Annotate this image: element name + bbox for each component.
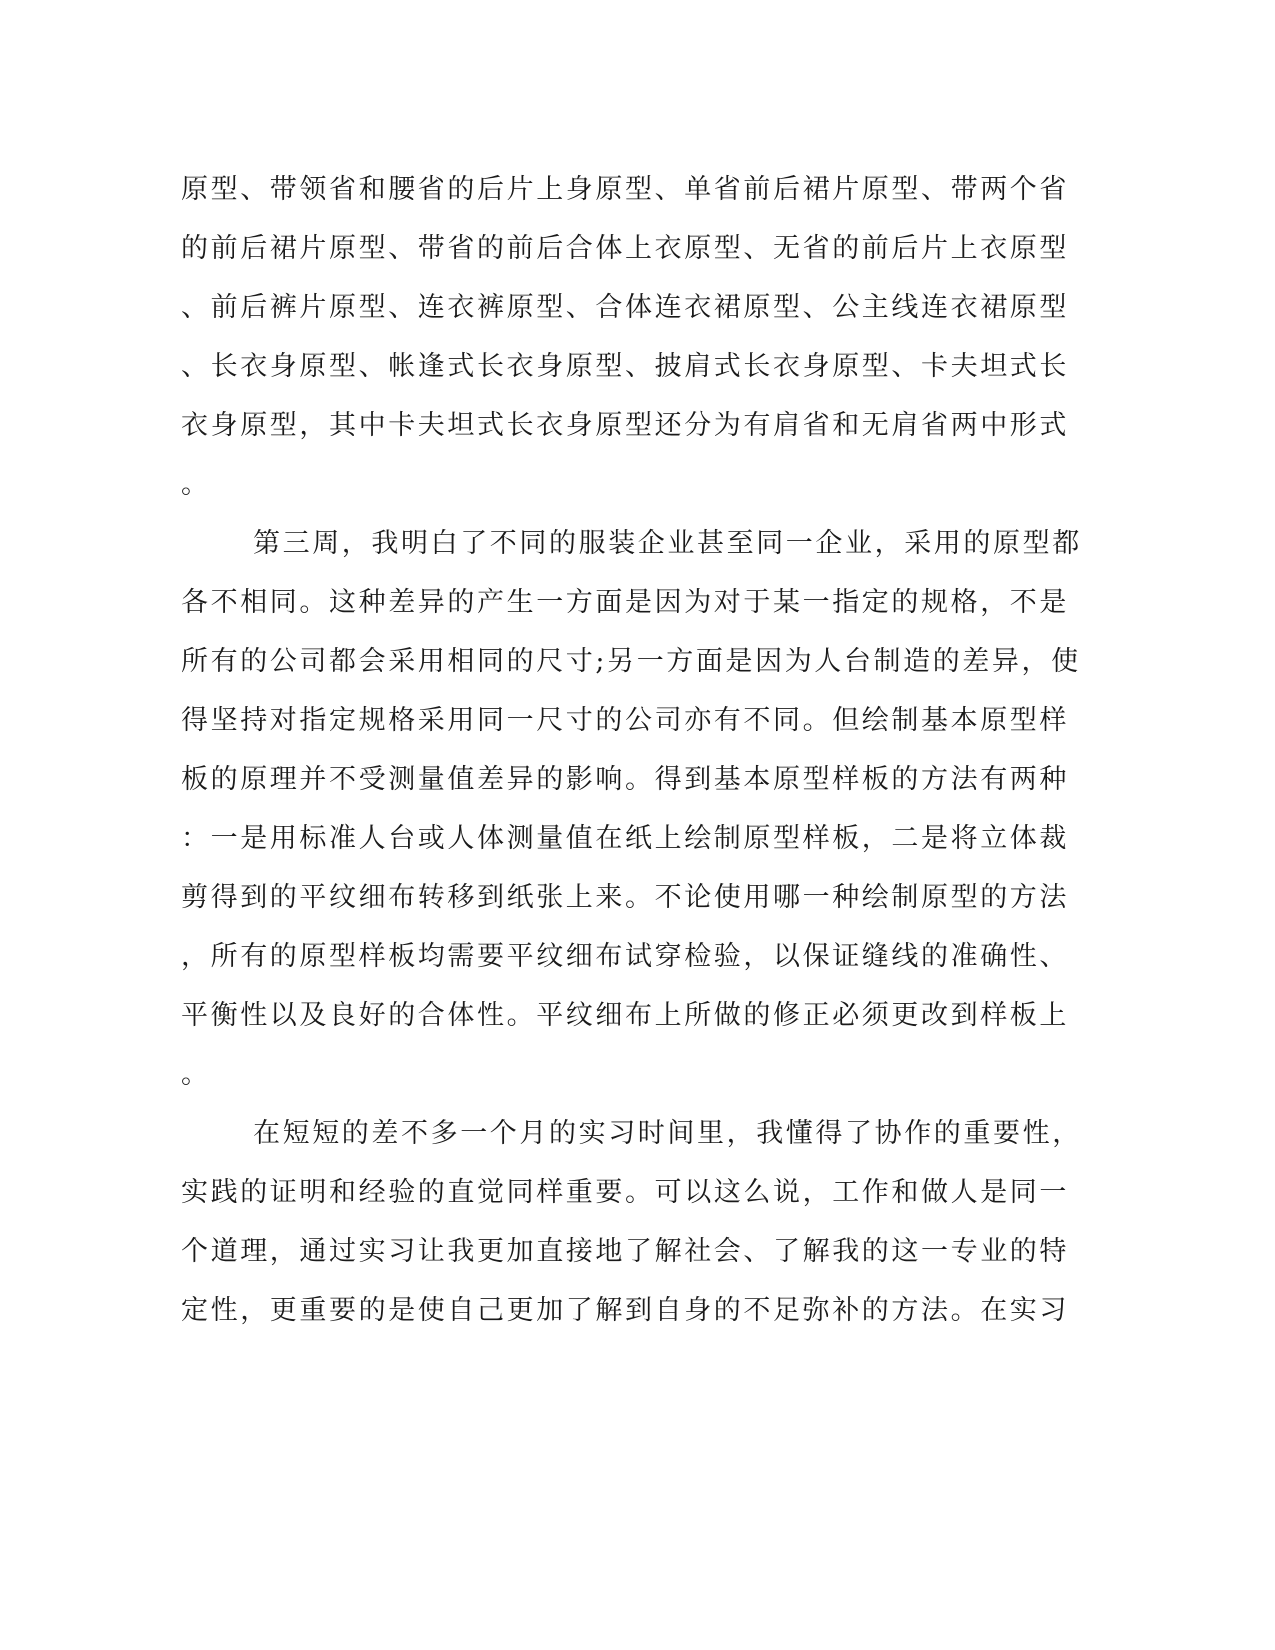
text-line: 衣身原型，其中卡夫坦式长衣身原型还分为有肩省和无肩省两中形式 — [181, 410, 1069, 441]
text-line: 原型、带领省和腰省的后片上身原型、单省前后裙片原型、带两个省 — [181, 174, 1069, 205]
text-line: 得坚持对指定规格采用同一尺寸的公司亦有不同。但绘制基本原型样 — [181, 705, 1069, 736]
paragraph-1 — [181, 160, 1069, 514]
text-line: 所有的公司都会采用相同的尺寸;另一方面是因为人台制造的差异，使 — [181, 646, 1081, 677]
text-line: 在短短的差不多一个月的实习时间里，我懂得了协作的重要性， — [253, 1118, 1082, 1149]
text-line: 。 — [181, 1059, 211, 1090]
text-line: 。 — [181, 469, 211, 500]
paragraph-2 — [181, 514, 1082, 1104]
text-line: 个道理，通过实习让我更加直接地了解社会、了解我的这一专业的特 — [181, 1236, 1069, 1267]
text-line: 各不相同。这种差异的产生一方面是因为对于某一指定的规格，不是 — [181, 587, 1069, 618]
text-line: 实践的证明和经验的直觉同样重要。可以这么说，工作和做人是同一 — [181, 1177, 1069, 1208]
text-line: 、长衣身原型、帐逢式长衣身原型、披肩式长衣身原型、卡夫坦式长 — [181, 351, 1069, 382]
paragraph-3 — [181, 1104, 1082, 1340]
text-line: 剪得到的平纹细布转移到纸张上来。不论使用哪一种绘制原型的方法 — [181, 882, 1069, 913]
text-line: ：一是用标准人台或人体测量值在纸上绘制原型样板，二是将立体裁 — [181, 823, 1069, 854]
text-line: 第三周，我明白了不同的服装企业甚至同一企业，采用的原型都 — [253, 528, 1082, 559]
text-line: 的前后裙片原型、带省的前后合体上衣原型、无省的前后片上衣原型 — [181, 233, 1069, 264]
text-line: 平衡性以及良好的合体性。平纹细布上所做的修正必须更改到样板上 — [181, 1000, 1069, 1031]
text-line: ，所有的原型样板均需要平纹细布试穿检验，以保证缝线的准确性、 — [181, 941, 1069, 972]
text-line: 板的原理并不受测量值差异的影响。得到基本原型样板的方法有两种 — [181, 764, 1069, 795]
text-line: 定性，更重要的是使自己更加了解到自身的不足弥补的方法。在实习 — [181, 1295, 1069, 1326]
text-line: 、前后裤片原型、连衣裤原型、合体连衣裙原型、公主线连衣裙原型 — [181, 292, 1069, 323]
body-text — [181, 160, 1082, 1340]
